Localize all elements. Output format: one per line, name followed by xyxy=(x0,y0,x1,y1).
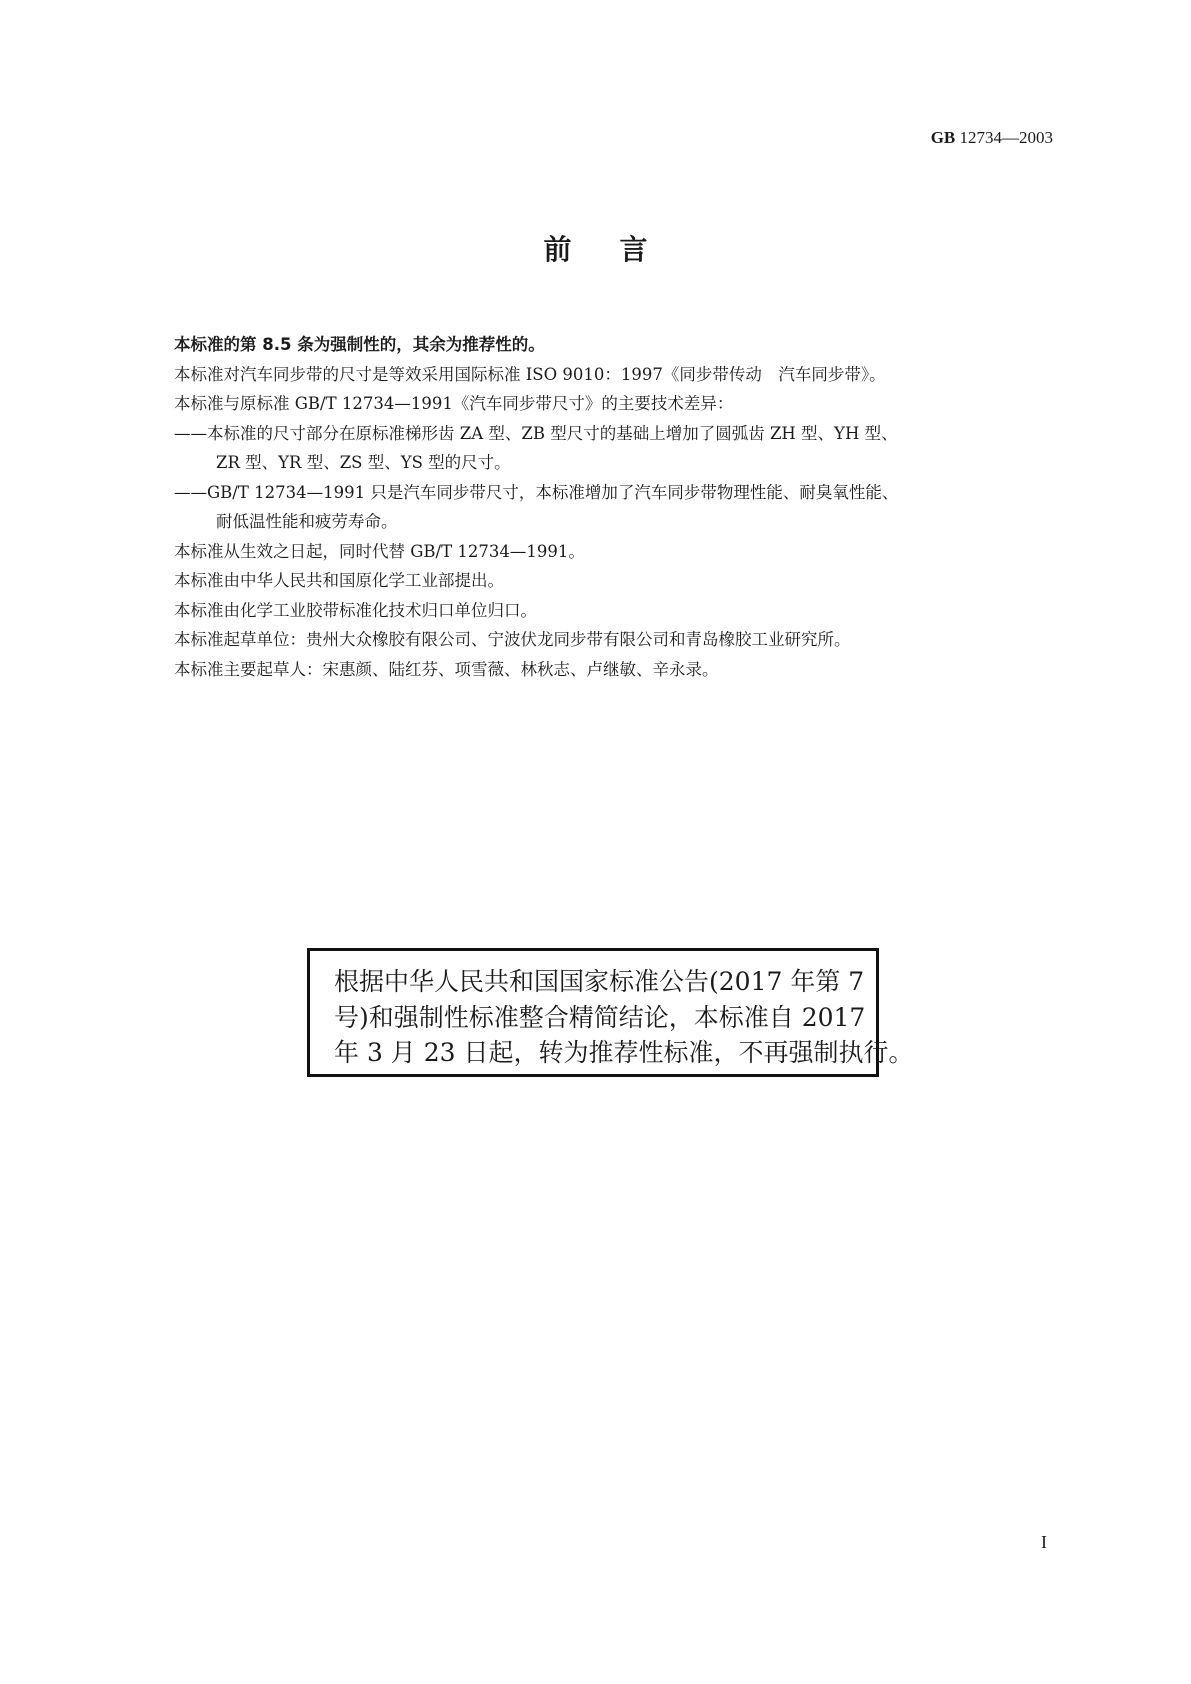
difference-item-2-continuation: 耐低温性能和疲劳寿命。 xyxy=(216,512,398,531)
centralized-unit-statement: 本标准由化学工业胶带标准化技术归口单位归口。 xyxy=(174,600,537,620)
notice-line-1: 根据中华人民共和国国家标准公告(2017 年第 7 xyxy=(334,967,865,996)
drafters-statement: 本标准主要起草人：宋惠颜、陆红芬、项雪薇、林秋志、卢继敏、辛永录。 xyxy=(174,659,719,679)
difference-item-2-text: ——GB/T 12734—1991 只是汽车同步带尺寸，本标准增加了汽车同步带物理性能、耐臭氧性能、 xyxy=(174,482,899,502)
mandatory-clause-statement: 本标准的第 8.5 条为强制性的，其余为推荐性的。 xyxy=(174,335,545,354)
standard-code: 12734—2003 xyxy=(959,128,1053,147)
standard-number xyxy=(931,128,1053,148)
notice-line-3: 年 3 月 23 日起，转为推荐性标准，不再强制执行。 xyxy=(334,1038,914,1067)
adoption-statement: 本标准对汽车同步带的尺寸是等效采用国际标准 ISO 9010：1997《同步带传动 汽车同步带》。 xyxy=(174,364,886,384)
page-title: 前言 xyxy=(543,233,696,266)
difference-item-1-continuation: ZR 型、YR 型、ZS 型、YS 型的尺寸。 xyxy=(216,453,511,472)
differences-intro: 本标准与原标准 GB/T 12734—1991《汽车同步带尺寸》的主要技术差异： xyxy=(174,394,734,413)
proposer-statement: 本标准由中华人民共和国原化学工业部提出。 xyxy=(174,571,504,590)
foreword-body xyxy=(174,330,1074,684)
difference-item-1 xyxy=(174,419,1116,478)
difference-item-2 xyxy=(174,478,1116,537)
difference-item-1-text: ——本标准的尺寸部分在原标准梯形齿 ZA 型、ZB 型尺寸的基础上增加了圆弧齿 ZH 型、YH 型、 xyxy=(174,423,898,443)
notice-line-2: 号)和强制性标准整合精简结论，本标准自 2017 xyxy=(334,1002,866,1032)
drafting-units-statement: 本标准起草单位：贵州大众橡胶有限公司、宁波伏龙同步带有限公司和青岛橡胶工业研究所。 xyxy=(174,630,851,649)
status-notice-box xyxy=(307,948,914,1077)
replacement-statement: 本标准从生效之日起，同时代替 GB/T 12734—1991。 xyxy=(174,541,585,561)
page-number: I xyxy=(1041,1532,1047,1552)
standard-prefix: GB xyxy=(930,128,956,147)
